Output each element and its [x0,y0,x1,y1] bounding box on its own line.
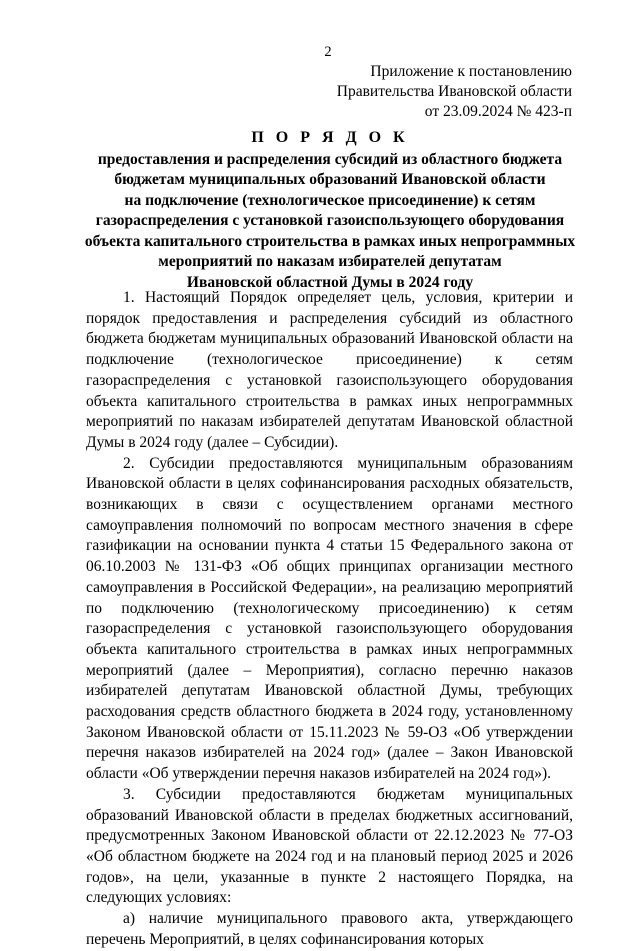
appendix-line-2: Правительства Ивановской области [336,83,572,100]
paragraph-3: 3. Субсидии предоставляются бюджетам муниципальных образований Ивановской области в пределах бюджетных ассигнований, предусмотренных Законом Ивановской области от 22.12.2023 № 77-ОЗ «Об областном бюджете на 2024 год и на плановый период 2025 и 2026 годов», на цели, указанные в пункте 2 настоящего Порядка, на следующих условиях: [86,785,573,907]
appendix-line-1: Приложение к постановлению [370,63,572,80]
title-line-7: Ивановской областной Думы в 2024 году [186,273,474,291]
title-heading: П О Р Я Д О К [251,129,409,146]
title-line-5: объекта капитального строительства в рамках иных непрограммных [84,232,576,250]
paragraph-1: 1. Настоящий Порядок определяет цель, условия, критерии и порядок предоставления и распределения субсидий из областного бюджета бюджетам муниципальных образований Ивановской области на подключение (технологическое присоединение) к сетям газораспределения с установкой газоиспользующего оборудования объекта капитального строительства в рамках иных непрограммных мероприятий по наказам избирателей депутатам Ивановской областной Думы в 2024 году (далее – Субсидии). [86,289,573,451]
title-line-2: бюджетам муниципальных образований Ивановской области [114,171,546,188]
document-title [80,128,580,293]
document-body [86,288,573,951]
title-line-6: мероприятий по наказам избирателей депутатам [158,253,502,270]
appendix-reference [337,62,572,122]
title-line-4: газораспределения с установкой газоиспользующего оборудования [95,212,565,229]
page-number: 2 [324,44,332,60]
paragraph-3a: а) наличие муниципального правового акта, утверждающего перечень Мероприятий, в целях софинансирования которых [86,910,573,948]
title-line-3: на подключение (технологическое присоединение) к сетям [124,191,536,209]
title-line-1: предоставления и распределения субсидий из областного бюджета [97,150,563,168]
paragraph-2: 2. Субсидии предоставляются муниципальным образованиям Ивановской области в целях софинансирования расходных обязательств, возникающих в связи с осуществлением органами местного самоуправления полномочий по вопросам местного значения в сфере газификации на основании пункта 4 статьи 15 Федерального закона от 06.10.2003 № 131-ФЗ «Об общих принципах организации местного самоуправления в Российской Федерации», на реализацию мероприятий по подключению (технологическому присоединению) к сетям газораспределения с установкой газоиспользующего оборудования объекта капитального строительства в рамках иных непрограммных мероприятий (далее – Мероприятия), согласно перечню наказов избирателей депутатам Ивановской областной Думы, требующих расходования средств областного бюджета в 2024 году, установленному Законом Ивановской области от 15.11.2023 № 59-ОЗ «Об утверждении перечня наказов избирателей на 2024 год» (далее – Закон Ивановской области «Об утверждении перечня наказов избирателей на 2024 год»). [86,454,573,783]
appendix-line-3: от 23.09.2024 № 423-п [424,103,572,120]
